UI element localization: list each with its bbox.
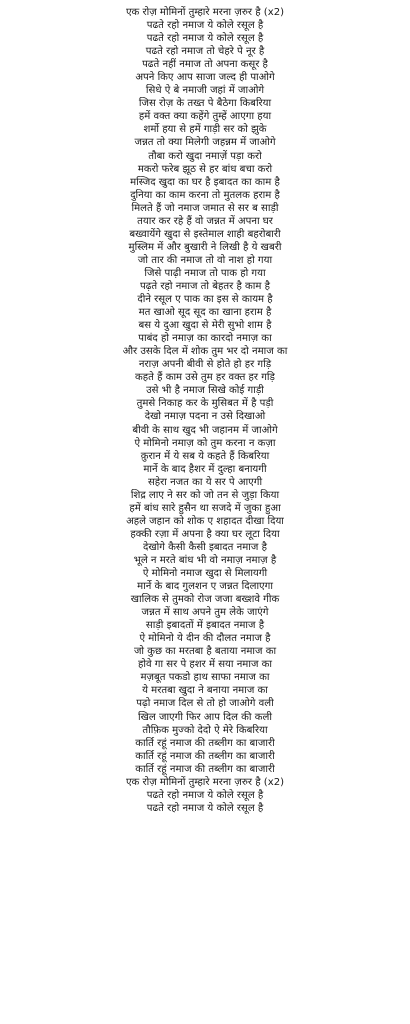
lyric-line: जिसे पाढ़ी नमाज तो पाक हो गया [144,267,266,279]
lyric-line: पढते रहो नमाज ये कोले रसूल है [146,802,264,814]
lyric-line: कार्ति रहूं नमाज की तब्लीग का बाजारी [135,737,275,749]
lyric-line: खालिक से तुमको रोज जजा बख्शवे गीक [130,594,280,606]
lyric-line: तुमसे निकाह कर के मुसिबत में है पड़ी [136,398,274,410]
lyric-line: पढते रहो नमाज ये कोले रसूल है [146,20,264,32]
lyric-line: एक रोज़ मोमिनों तुम्हारे मरना ज़रुर है (x2) [125,776,285,788]
lyric-line: जो तार की नमाज तो वो नाश हो गया [137,254,273,266]
lyric-line: कार्ति रहूं नमाज की तब्लीग का बाजारी [135,763,275,775]
lyric-line: मिलते हैं जो नमाज जमात से सर ब साड़ी [131,202,279,214]
lyric-line: हक्की रज़ा में अपना है क्या घर लूटा दिया [130,528,280,540]
lyric-line: क़ुरान में ये सब ये कहते हैं किबरिया [140,450,270,462]
lyric-line: अपने किए आप साजा जल्द ही पाओगे [135,72,275,84]
lyric-line: तौफ़िक मुज्को देदो ऐ मेरे किबरिया [142,724,268,736]
lyric-line: हमें बांध सारे हुसैन था सजदे में जुका हुआ [129,502,281,514]
lyric-line: साड़ी इबादतों में इबादत नमाज है [145,620,265,632]
lyric-line: दुनिया का काम करना तो मुतलक हराम है [130,189,280,201]
lyric-line: और उसके दिल में शोक तुम भर दो नमाज का [122,346,288,358]
lyric-line: जन्नत में साथ अपने तुम लेके जाएंगे [141,607,269,619]
lyric-line: नराज़ अपनी बीवी से होते हो हर गड़ि [138,359,272,371]
lyric-line: उसे भी है नमाज सिखे कोई गाड़ी [146,385,264,397]
lyric-line: बस ये दुआ खुदा से मेरी सुभो शाम है [138,320,272,332]
lyric-line: मत खाओ सूद सूद का खाना हराम है [138,307,272,319]
lyric-line: मार्ने के बाद हैशर में दुल्हा बनायगी [143,463,267,475]
lyric-line: पढते रहो नमाज ये कोले रसूल है [146,33,264,45]
lyric-line: अहले जहान को शोक ए शहादत दीखा दिया [126,515,284,527]
lyric-line: मकरो फरेब झूठ से हर बांध बचा करो [137,163,273,175]
lyric-line: देखो नमाज़ पदना न उसे दिखाओ [144,411,266,423]
lyric-line: जिस रोज़ के तख्त पे बैठेगा किबरिया [138,98,272,110]
lyric-line: तयार कर रहे हैं वो जन्नत में अपना घर [137,215,273,227]
lyric-line: ऐ मोमिनो नमाज खुदा से मिलायगी [142,568,268,580]
lyric-line: खिल जाएगी फिर आप दिल की कली [138,711,272,723]
lyric-line: पढते रहो नमाज तो चेहरे पे नूर है [145,46,265,58]
lyric-line: पढ़ो नमाज दिल से तो हो जाओगे वली [136,698,274,710]
lyric-line: शिद्र लाए ने सर को जो तन से जुड़ा किया [130,489,280,501]
lyric-line: सहेरा नजत का ये सर पे आएगी [147,476,263,488]
lyric-line: होवे गा सर पे हशर में सया नमाज का [137,659,273,671]
lyric-line: पाबंद हो नमाज़ का कारदो नमाज़ का [138,333,272,345]
lyric-line: कहते हैं काम उसे तुम हर वक्त हर गड़ि [135,372,275,384]
lyric-line: शर्मो हया से हमें गाड़ी सर को झुके [143,124,267,136]
lyric-line: बख्वायेंगे खुदा से इस्तेमाल शाही बहरोबारी [129,228,281,240]
lyric-line: सिधे ऐ बे नमाजी जहां में जाओगे [145,85,265,97]
lyric-line: ऐ मोमिनो ये दीन की दौलत नमाज है [139,633,271,645]
lyric-line: बीवी के साथ खुद भी जहानम में जाओगे [132,424,278,436]
lyric-line: देखोगे कैसी कैसी इबादत नमाज है [143,541,267,553]
lyric-line: तौबा करो खुदा नमाज़ें पड़ा करो [148,150,262,162]
lyric-line: पढते नहीं नमाज तो अपना कसूर है [142,59,268,71]
lyric-line: मज़बूत पकडो हाथ साफा नमाज का [140,672,270,684]
lyric-line: मुस्लिम में और बुखारी ने लिखी है ये खबरी [128,241,282,253]
lyric-line: जो कुछ का मरतबा है बताया नमाज का [133,646,277,658]
lyric-line: जन्नत तो क्या मिलेगी जहन्नम में जाओगे [134,137,276,149]
lyric-line: ये मरतबा खुदा ने बनाया नमाज का [142,685,268,697]
lyric-line: हमें वक्त क्या कहेंगे तुम्हें आएगा हया [138,111,272,123]
lyric-line: पढते रहो नमाज ये कोले रसूल है [146,789,264,801]
lyric-line: मस्जिद खुदा का घर है इबादत का काम है [130,176,280,188]
lyric-line: कार्ति रहूं नमाज की तब्लीग का बाजारी [135,750,275,762]
lyric-line: भूले न मरते बांध भी वो नमाज़ नमाज़ है [133,554,277,566]
lyrics-text-block [0,6,410,815]
lyric-line: दीने रसूल ए पाक का इस से कायम है [137,294,273,306]
lyric-line: एक रोज़ मोमिनों तुम्हारे मरना ज़रुर है (x2) [125,7,285,18]
lyric-line: पढ़ते रहो नमाज तो बेहतर है काम है [140,280,270,292]
lyric-line: मार्ने के बाद गुलशन ए जन्नत दिलाएगा [137,581,273,593]
lyric-line: ऐ मोमिनो नमाज़ को तुम करना न कज़ा [134,437,276,449]
